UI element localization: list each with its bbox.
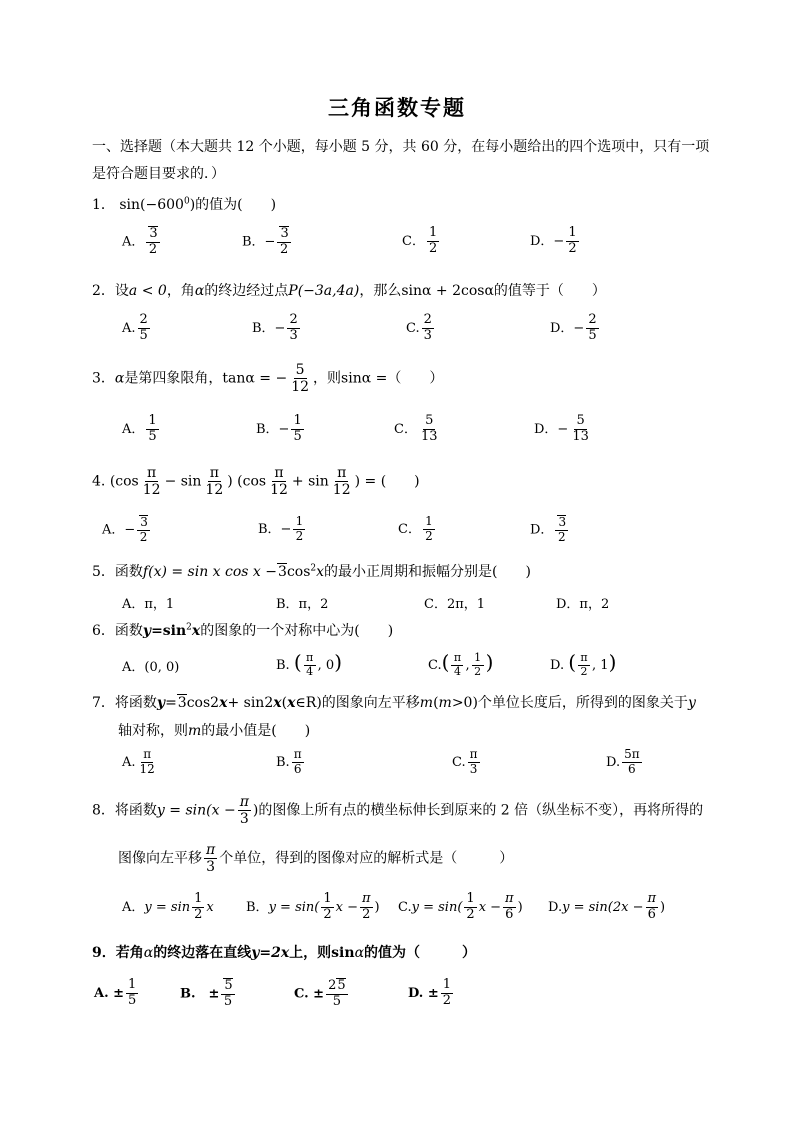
q8-b2: x − xyxy=(335,899,358,915)
q4-f3-den: 12 xyxy=(270,482,288,499)
q3-alpha: α xyxy=(114,370,125,387)
q9-d-den: 2 xyxy=(442,992,452,1008)
q8-option-b[interactable] xyxy=(246,892,380,923)
q2-c-num: 2 xyxy=(423,312,432,327)
q3-t5: ，则 xyxy=(313,370,342,387)
q1-a-num: 3 xyxy=(149,226,158,241)
q7-lp: ( xyxy=(281,695,288,711)
q4-a-fraction xyxy=(137,515,150,545)
q8-a-fraction xyxy=(192,892,204,923)
q3-fraction xyxy=(289,362,311,395)
q6-d-fraction xyxy=(578,652,590,678)
q3-b-num: 1 xyxy=(293,413,302,428)
q7-line2b: 的最小值是( ) xyxy=(201,723,311,739)
q7-line2: 轴对称，则 xyxy=(118,723,188,739)
q7-t1: 7．将函数 xyxy=(92,695,157,711)
q3-t1: 3． xyxy=(92,370,115,387)
q2-expr: sinα + 2cosα xyxy=(401,283,494,299)
q4-f1-num: π xyxy=(147,465,157,481)
q2-b-num: 2 xyxy=(289,312,298,327)
q4-option-d[interactable] xyxy=(530,515,570,545)
q8-b1: y = sin( xyxy=(268,899,320,915)
q6-b-den: 4 xyxy=(306,665,314,678)
q5-x: x xyxy=(316,564,325,580)
q4-f2-num: π xyxy=(209,465,219,481)
q8-b-den2: 2 xyxy=(362,906,371,922)
q8-b-num: 1 xyxy=(323,891,332,906)
q3-d-num: 5 xyxy=(576,413,585,428)
q6-c-rparen: ) xyxy=(485,650,494,674)
question-9 xyxy=(92,942,476,962)
q1-label-b: B．− xyxy=(242,234,276,250)
q8-c-fraction-2 xyxy=(503,892,516,923)
q4-b-num: 1 xyxy=(293,515,305,530)
page-title: 三角函数专题 xyxy=(328,95,466,120)
q3-c-den: 13 xyxy=(420,428,438,444)
q8-b-num2: π xyxy=(361,891,371,906)
q9-sin: sin xyxy=(331,945,355,961)
q8-b-fraction xyxy=(321,892,333,923)
q6-d-rparen: ) xyxy=(608,650,617,674)
question-5 xyxy=(92,561,531,581)
q1-d-num: 1 xyxy=(568,225,577,240)
q6-b-rparen: ) xyxy=(334,650,342,674)
q6-option-a[interactable]: A．(0, 0) xyxy=(122,660,180,675)
q3-label-d: D．− xyxy=(534,421,569,437)
q6-label-d: D. xyxy=(550,658,565,673)
q2-option-c[interactable] xyxy=(406,313,436,344)
q9-t5: 上，则 xyxy=(289,945,332,961)
q7-option-c[interactable] xyxy=(452,748,482,777)
q4-t1: 4. xyxy=(92,473,106,490)
q8-t1: 8．将函数 xyxy=(92,802,157,819)
q7-b-den: 6 xyxy=(293,761,302,776)
q6-t1: 6．函数 xyxy=(92,623,143,639)
q3-f-den: 12 xyxy=(291,379,310,396)
question-6 xyxy=(92,620,393,640)
q4-f4-num: π xyxy=(337,465,347,481)
q8-c1: y = sin( xyxy=(411,899,463,915)
q3-label-a: A． xyxy=(122,421,145,437)
q2-c-fraction xyxy=(422,313,434,344)
q2-d-fraction xyxy=(586,313,598,344)
q2-d-num: 2 xyxy=(588,312,597,327)
q8-f-den: 3 xyxy=(239,811,249,828)
q3-label-c: C． xyxy=(394,421,417,437)
q1-label-c: C． xyxy=(402,233,425,249)
question-8-line-2 xyxy=(118,842,513,875)
q4-frac-2 xyxy=(203,465,225,498)
q9-c-den: 5 xyxy=(332,993,341,1009)
q7-option-b[interactable] xyxy=(276,748,306,777)
q2-label-c: C. xyxy=(406,320,420,336)
q8-t3: ) xyxy=(252,802,259,819)
q2-label-b: B．− xyxy=(252,320,286,336)
q4-b-den: 2 xyxy=(295,528,304,543)
q6-c-den2: 2 xyxy=(474,665,482,678)
question-8 xyxy=(92,794,703,827)
q9-b-fraction xyxy=(221,978,234,1010)
q9-label-c: C. ± xyxy=(294,986,325,1002)
q8-shift-fraction xyxy=(204,842,217,875)
q7-lp2: ( xyxy=(433,695,439,711)
q3-a-num: 1 xyxy=(148,413,157,428)
q1-option-c[interactable] xyxy=(402,226,441,257)
q8-c-den2: 6 xyxy=(505,906,514,922)
q8-b3: ) xyxy=(374,899,380,915)
q7-label-b: B. xyxy=(276,754,290,770)
q6-sup: 2 xyxy=(186,622,192,633)
q8-d-fraction xyxy=(646,892,659,923)
q2-option-a[interactable] xyxy=(122,313,152,344)
q3-d-fraction xyxy=(570,414,591,445)
q9-c-coef: 2 xyxy=(328,978,337,993)
q3-tan: tanα = − xyxy=(222,370,288,387)
q3-option-a[interactable] xyxy=(122,414,161,445)
q7-m1: m xyxy=(419,695,434,711)
q3-c-num: 5 xyxy=(425,413,434,428)
q7-a-num: π xyxy=(141,748,153,763)
q3-b-den: 5 xyxy=(293,428,302,444)
q8-d2: ) xyxy=(660,899,666,915)
q3-a-fraction xyxy=(146,414,158,445)
q8-l2a: 图像向左平移 xyxy=(118,850,202,867)
q6-b-num: π xyxy=(304,652,316,666)
q1-c-num: 1 xyxy=(428,225,438,240)
q7-eq: = xyxy=(165,695,177,711)
q6-c-lparen: ( xyxy=(441,650,450,674)
q8-t4: 的图像上所有点的横坐标伸长到原来的 2 倍（纵坐标不变），再将所得的 xyxy=(258,802,704,819)
q8-c-num: 1 xyxy=(466,891,475,906)
q2-label-a: A. xyxy=(122,320,136,336)
q6-b-fraction xyxy=(304,652,316,678)
q1-d-den: 2 xyxy=(568,240,577,256)
q4-option-c[interactable] xyxy=(398,515,437,544)
q2-alpha: α xyxy=(194,283,205,299)
q4-f4-den: 12 xyxy=(332,482,351,499)
q7-x1: x xyxy=(219,695,228,711)
q1-c-fraction xyxy=(427,226,439,257)
q2-a-num: 2 xyxy=(139,312,148,327)
q7-m2: m xyxy=(438,695,452,711)
q2-t9: 的值等于（ ） xyxy=(493,283,606,299)
q9-alpha-2: α xyxy=(354,945,365,961)
q7-d-den: 6 xyxy=(628,761,636,776)
q6-t5: 的图象的一个对称中心为( ) xyxy=(200,623,394,639)
q9-b-num: 5 xyxy=(224,978,233,993)
q7-option-a[interactable] xyxy=(122,748,159,777)
q4-frac-3 xyxy=(268,465,290,498)
q3-f-num: 5 xyxy=(295,362,305,378)
q2-t2: a < 0 xyxy=(128,283,167,299)
q8-d-num: π xyxy=(647,891,657,906)
q1-degree-sup: 0 xyxy=(183,196,190,207)
q8-label-a: A． xyxy=(122,899,145,915)
q9-b-den: 5 xyxy=(223,993,233,1009)
q3-label-b: B．− xyxy=(256,421,290,437)
q4-frac-1 xyxy=(141,465,163,498)
q8-func: y = sin(x − xyxy=(156,802,236,819)
q4-frac-4 xyxy=(331,465,353,498)
q9-option-a[interactable] xyxy=(94,978,140,1009)
q2-a-den: 5 xyxy=(139,327,148,343)
q5-option-a[interactable]: A．π，1 xyxy=(122,597,175,612)
q4-label-b: B．− xyxy=(258,521,292,537)
q3-t7: （ ） xyxy=(387,370,444,387)
q1-b-den: 2 xyxy=(279,241,289,257)
q3-sin: sinα = xyxy=(341,370,388,387)
q8-option-d[interactable] xyxy=(548,892,665,923)
q5-cos: cos xyxy=(286,564,311,580)
q4-a-den: 2 xyxy=(139,529,148,544)
q6-b-tail: , 0 xyxy=(317,658,335,673)
q2-b-den: 3 xyxy=(289,327,298,343)
q8-c-den: 2 xyxy=(466,906,475,922)
q1-label-a: A． xyxy=(122,234,145,250)
q7-y: y xyxy=(156,695,166,711)
q7-t14: >0)个单位长度后，所得到的图象关于 xyxy=(451,695,688,711)
q8-b-fraction-2 xyxy=(360,892,373,923)
q7-c-num: π xyxy=(468,748,480,763)
q1-option-b[interactable] xyxy=(242,226,293,258)
q1-label-d: D．− xyxy=(530,233,565,249)
q7-c-den: 3 xyxy=(469,761,478,776)
q2-option-b[interactable] xyxy=(252,313,302,344)
q7-label-c: C. xyxy=(452,754,466,770)
q8-option-c[interactable] xyxy=(398,892,523,923)
q2-point: P(−3a,4a) xyxy=(288,283,360,299)
q5-option-b[interactable]: B．π，2 xyxy=(276,597,329,612)
q8-a-den: 2 xyxy=(194,906,203,922)
q9-option-c[interactable] xyxy=(294,978,350,1010)
q3-b-fraction xyxy=(291,414,303,445)
q4-a-num: 3 xyxy=(140,515,148,529)
q1-option-a[interactable] xyxy=(122,226,162,258)
q6-sin: =sin xyxy=(151,623,187,639)
q7-x2: x xyxy=(273,695,282,711)
q3-d-den: 13 xyxy=(572,428,589,444)
q5-func: f(x) = sin x cos x − xyxy=(142,564,278,580)
q9-option-d[interactable] xyxy=(408,978,455,1009)
q8-c2: x − xyxy=(478,899,502,915)
q9-label-a: A. ± xyxy=(94,985,125,1001)
q1-text-pre: 1． sin(−600 xyxy=(92,197,184,213)
q9-t8: 的值为（ ） xyxy=(364,945,477,961)
q5-rad: 3 xyxy=(278,564,287,580)
question-2 xyxy=(92,280,606,300)
q7-m3: m xyxy=(188,723,202,739)
q8-label-b: B． xyxy=(246,899,269,915)
q7-d-num: 5π xyxy=(624,747,640,761)
q9-a-den: 5 xyxy=(128,992,137,1008)
q6-y: y xyxy=(142,623,152,639)
q8-shift-den: 3 xyxy=(206,859,216,876)
q4-d-den: 2 xyxy=(557,529,566,544)
q6-x: x xyxy=(191,623,201,639)
q4-b-fraction xyxy=(293,515,305,544)
q1-d-fraction xyxy=(566,226,578,257)
q1-option-d[interactable] xyxy=(530,226,581,257)
q3-c-fraction xyxy=(419,414,440,445)
q6-d-den: 2 xyxy=(580,665,588,678)
q8-c-fraction xyxy=(464,892,476,923)
q1-a-den: 2 xyxy=(148,241,158,257)
q4-t4: ) xyxy=(227,473,233,490)
q8-option-a[interactable] xyxy=(122,892,214,923)
q4-t5: (cos xyxy=(237,473,267,490)
q6-c-num2: 1 xyxy=(472,652,484,666)
q6-b-lparen: ( xyxy=(293,650,302,674)
q1-text-post: )的值为( ) xyxy=(189,197,277,213)
q2-t5: 的终边经过点 xyxy=(204,283,289,299)
q6-d-lparen: ( xyxy=(568,650,577,674)
q9-label-d: D. ± xyxy=(408,985,439,1001)
q4-d-fraction xyxy=(555,515,568,545)
q2-t1: 2．设 xyxy=(92,283,129,299)
q6-label-b: B. xyxy=(276,658,290,673)
q3-option-c[interactable] xyxy=(394,414,442,445)
q9-t3: 的终边落在直线 xyxy=(153,945,252,961)
q6-d-tail: , 1 xyxy=(592,658,609,673)
q4-c-num: 1 xyxy=(423,515,435,530)
q6-c-num: π xyxy=(451,652,463,666)
q4-d-num: 3 xyxy=(558,515,567,529)
q8-a1: y = sin xyxy=(144,899,191,915)
q9-a-fraction xyxy=(126,978,138,1009)
q7-t10: ∈R)的图象向左平移 xyxy=(295,695,420,711)
q8-label-c: C. xyxy=(398,899,412,915)
q5-sup: 2 xyxy=(310,563,317,574)
q6-c-fraction-1 xyxy=(451,652,463,678)
q6-c-den: 4 xyxy=(453,665,461,678)
q3-t3: 是第四象限角， xyxy=(124,370,223,387)
q1-a-fraction xyxy=(146,226,159,258)
q7-d-fraction xyxy=(622,748,642,777)
q7-cos: cos2 xyxy=(186,695,220,711)
q7-y2: y xyxy=(687,695,696,711)
q1-b-num: 3 xyxy=(280,226,289,241)
q4-option-b[interactable] xyxy=(258,515,307,544)
q4-option-a[interactable] xyxy=(102,515,152,545)
q7-label-a: A. xyxy=(122,754,136,770)
question-7 xyxy=(92,692,696,712)
q5-t5: 的最小正周期和振幅分别是( ) xyxy=(324,564,531,580)
q6-option-c[interactable]: C.( $\frac{\pi}{4}$ , $\frac{1}{2}$ ) xyxy=(428,650,494,678)
question-4 xyxy=(92,465,420,498)
q8-fraction xyxy=(238,794,251,827)
q9-alpha: α xyxy=(143,945,154,961)
q7-x3: x xyxy=(287,695,296,711)
q8-l2b: 个单位，得到的图像对应的解析式是（ ） xyxy=(219,850,514,867)
q7-option-d[interactable] xyxy=(606,748,644,777)
q8-d1: y = sin(2x − xyxy=(562,899,644,915)
q2-option-d[interactable] xyxy=(550,313,601,344)
q8-d-den: 6 xyxy=(647,906,656,922)
q6-option-b[interactable] xyxy=(276,650,342,679)
q1-b-fraction xyxy=(277,226,290,258)
q2-d-den: 5 xyxy=(588,327,597,343)
q1-c-den: 2 xyxy=(428,240,438,256)
q2-t7: ，那么 xyxy=(359,283,402,299)
q6-c-fraction-2 xyxy=(472,652,484,678)
q2-c-den: 3 xyxy=(423,327,432,343)
section-heading-line-1: 一、选择题（本大题共 12 个小题，每小题 5 分，共 60 分，在每小题给出的四个选项中，只有一项 xyxy=(92,139,710,155)
q7-b-num: π xyxy=(292,748,304,763)
q4-t3: − sin xyxy=(164,473,202,490)
q4-t6: + sin xyxy=(291,473,329,490)
q9-label-b: B. ± xyxy=(180,986,220,1002)
q9-t1: 9．若角 xyxy=(92,945,144,961)
q7-a-fraction xyxy=(138,748,157,777)
q7-sin: + sin2 xyxy=(227,695,274,711)
q9-a-num: 1 xyxy=(128,977,137,992)
q4-t8: ( ) xyxy=(380,473,420,490)
q5-option-d[interactable]: D．π，2 xyxy=(556,597,610,612)
q6-option-d[interactable] xyxy=(550,650,616,679)
q9-c-fraction xyxy=(326,978,348,1010)
q9-d-num: 1 xyxy=(442,977,452,992)
q4-f2-den: 12 xyxy=(205,482,224,499)
q4-c-fraction xyxy=(423,515,435,544)
q8-a2: x xyxy=(206,899,214,915)
q6-label-c: C. xyxy=(428,658,442,673)
question-3 xyxy=(92,362,443,395)
q3-option-d[interactable] xyxy=(534,414,593,445)
section-heading-line-2: 是符合题目要求的．） xyxy=(92,166,225,182)
q9-line: y=2x xyxy=(251,945,290,961)
q9-c-num: 5 xyxy=(337,978,346,993)
q5-option-c[interactable]: C．2π，1 xyxy=(424,597,486,612)
q3-option-b[interactable] xyxy=(256,414,306,445)
q4-f3-num: π xyxy=(274,465,284,481)
q4-label-c: C． xyxy=(398,521,421,537)
question-7-line-2 xyxy=(118,720,310,740)
question-1 xyxy=(92,194,276,214)
q8-label-d: D. xyxy=(548,899,563,915)
q9-option-b[interactable] xyxy=(180,978,237,1010)
q8-b-den: 2 xyxy=(323,906,332,922)
q4-t2: (cos xyxy=(109,473,139,490)
q7-rad: 3 xyxy=(177,695,187,711)
q4-c-den: 2 xyxy=(425,528,433,543)
q5-t1: 5．函数 xyxy=(92,564,143,580)
q2-b-fraction xyxy=(287,313,299,344)
q9-d-fraction xyxy=(441,978,453,1009)
q8-c3: ) xyxy=(517,899,523,915)
q4-t7: ) = xyxy=(354,473,377,490)
q7-b-fraction xyxy=(292,748,304,777)
q8-c-num2: π xyxy=(505,891,514,906)
q4-label-a: A．− xyxy=(102,522,136,538)
q7-c-fraction xyxy=(468,748,480,777)
q6-d-num: π xyxy=(578,652,590,666)
q8-shift-num: π xyxy=(206,842,216,858)
q2-label-d: D．− xyxy=(550,320,585,336)
q4-label-d: D． xyxy=(530,522,554,538)
q7-label-d: D. xyxy=(606,754,621,770)
q3-a-den: 5 xyxy=(148,428,157,444)
q8-f-num: π xyxy=(239,794,249,810)
q2-t3: ，角 xyxy=(166,283,195,299)
q2-a-fraction xyxy=(138,313,150,344)
q8-a-num: 1 xyxy=(194,891,203,906)
q4-f1-den: 12 xyxy=(142,482,161,499)
q7-a-den: 12 xyxy=(139,761,155,776)
